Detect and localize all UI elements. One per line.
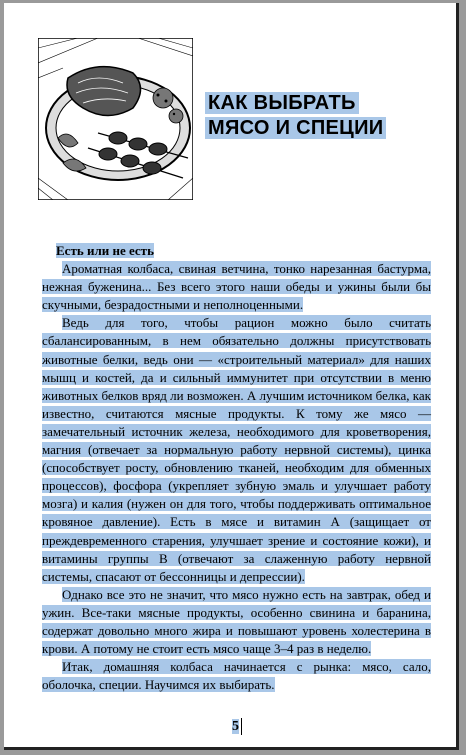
document-page <box>4 3 459 750</box>
page-number: 5 <box>232 719 239 734</box>
paragraph-2: Ведь для того, чтобы рацион можно было считать сбалансированным, в нем обязательно должны присутствовать животные белки, ведь они — «строительный материал» для наших мышц и костей, да и сильный иммунитет при отсутствии в меню животных белков вряд ли возможен. А лучшим источником белка, как известно, считаются мясные продукты. К тому же мясо — замечательный источник железа, необходимого для кроветворения, магния (отвечает за нормальную работу нервной системы), цинка (способствует росту, обновлению тканей, необходим для обменных процессов), фосфора (укрепляет зубную эмаль и улучшает работу мозга) и калия (нужен он для того, чтобы поддерживать оптимальное кровяное давление). Есть в мясе и витамин А (защищает от преждевременного старения, улучшает зрение и состояние кожи), и витамины группы В (отвечают за слаженную работу нервной системы, спасают от бессонницы и депрессии). <box>42 315 431 584</box>
text-cursor <box>241 718 242 735</box>
paragraph-4: Итак, домашняя колбаса начинается с рынка: мясо, сало, оболочка, специи. Научимся их выбирать. <box>42 659 431 693</box>
section-heading: Есть или не есть <box>56 243 154 258</box>
title-line-1: КАК ВЫБРАТЬ <box>205 92 359 114</box>
page-title <box>205 91 386 141</box>
paragraph-3: Однако все это не значит, что мясо нужно есть на завтрак, обед и ужин. Все-таки мясные продукты, особенно свинина и баранина, содержат довольно много жира и повышают уровень холестерина в крови. А потому не стоит есть мясо чаще 3–4 раз в неделю. <box>42 586 431 657</box>
meat-platter-illustration <box>38 38 193 200</box>
title-line-2: МЯСО И СПЕЦИИ <box>205 117 386 139</box>
article-body <box>42 242 431 694</box>
paragraph-1: Ароматная колбаса, свиная ветчина, тонко нарезанная бастурма, нежная буженина... Без всего этого наши обеды и ужины были бы скучными, безрадостными и неполноценными. <box>42 261 431 313</box>
